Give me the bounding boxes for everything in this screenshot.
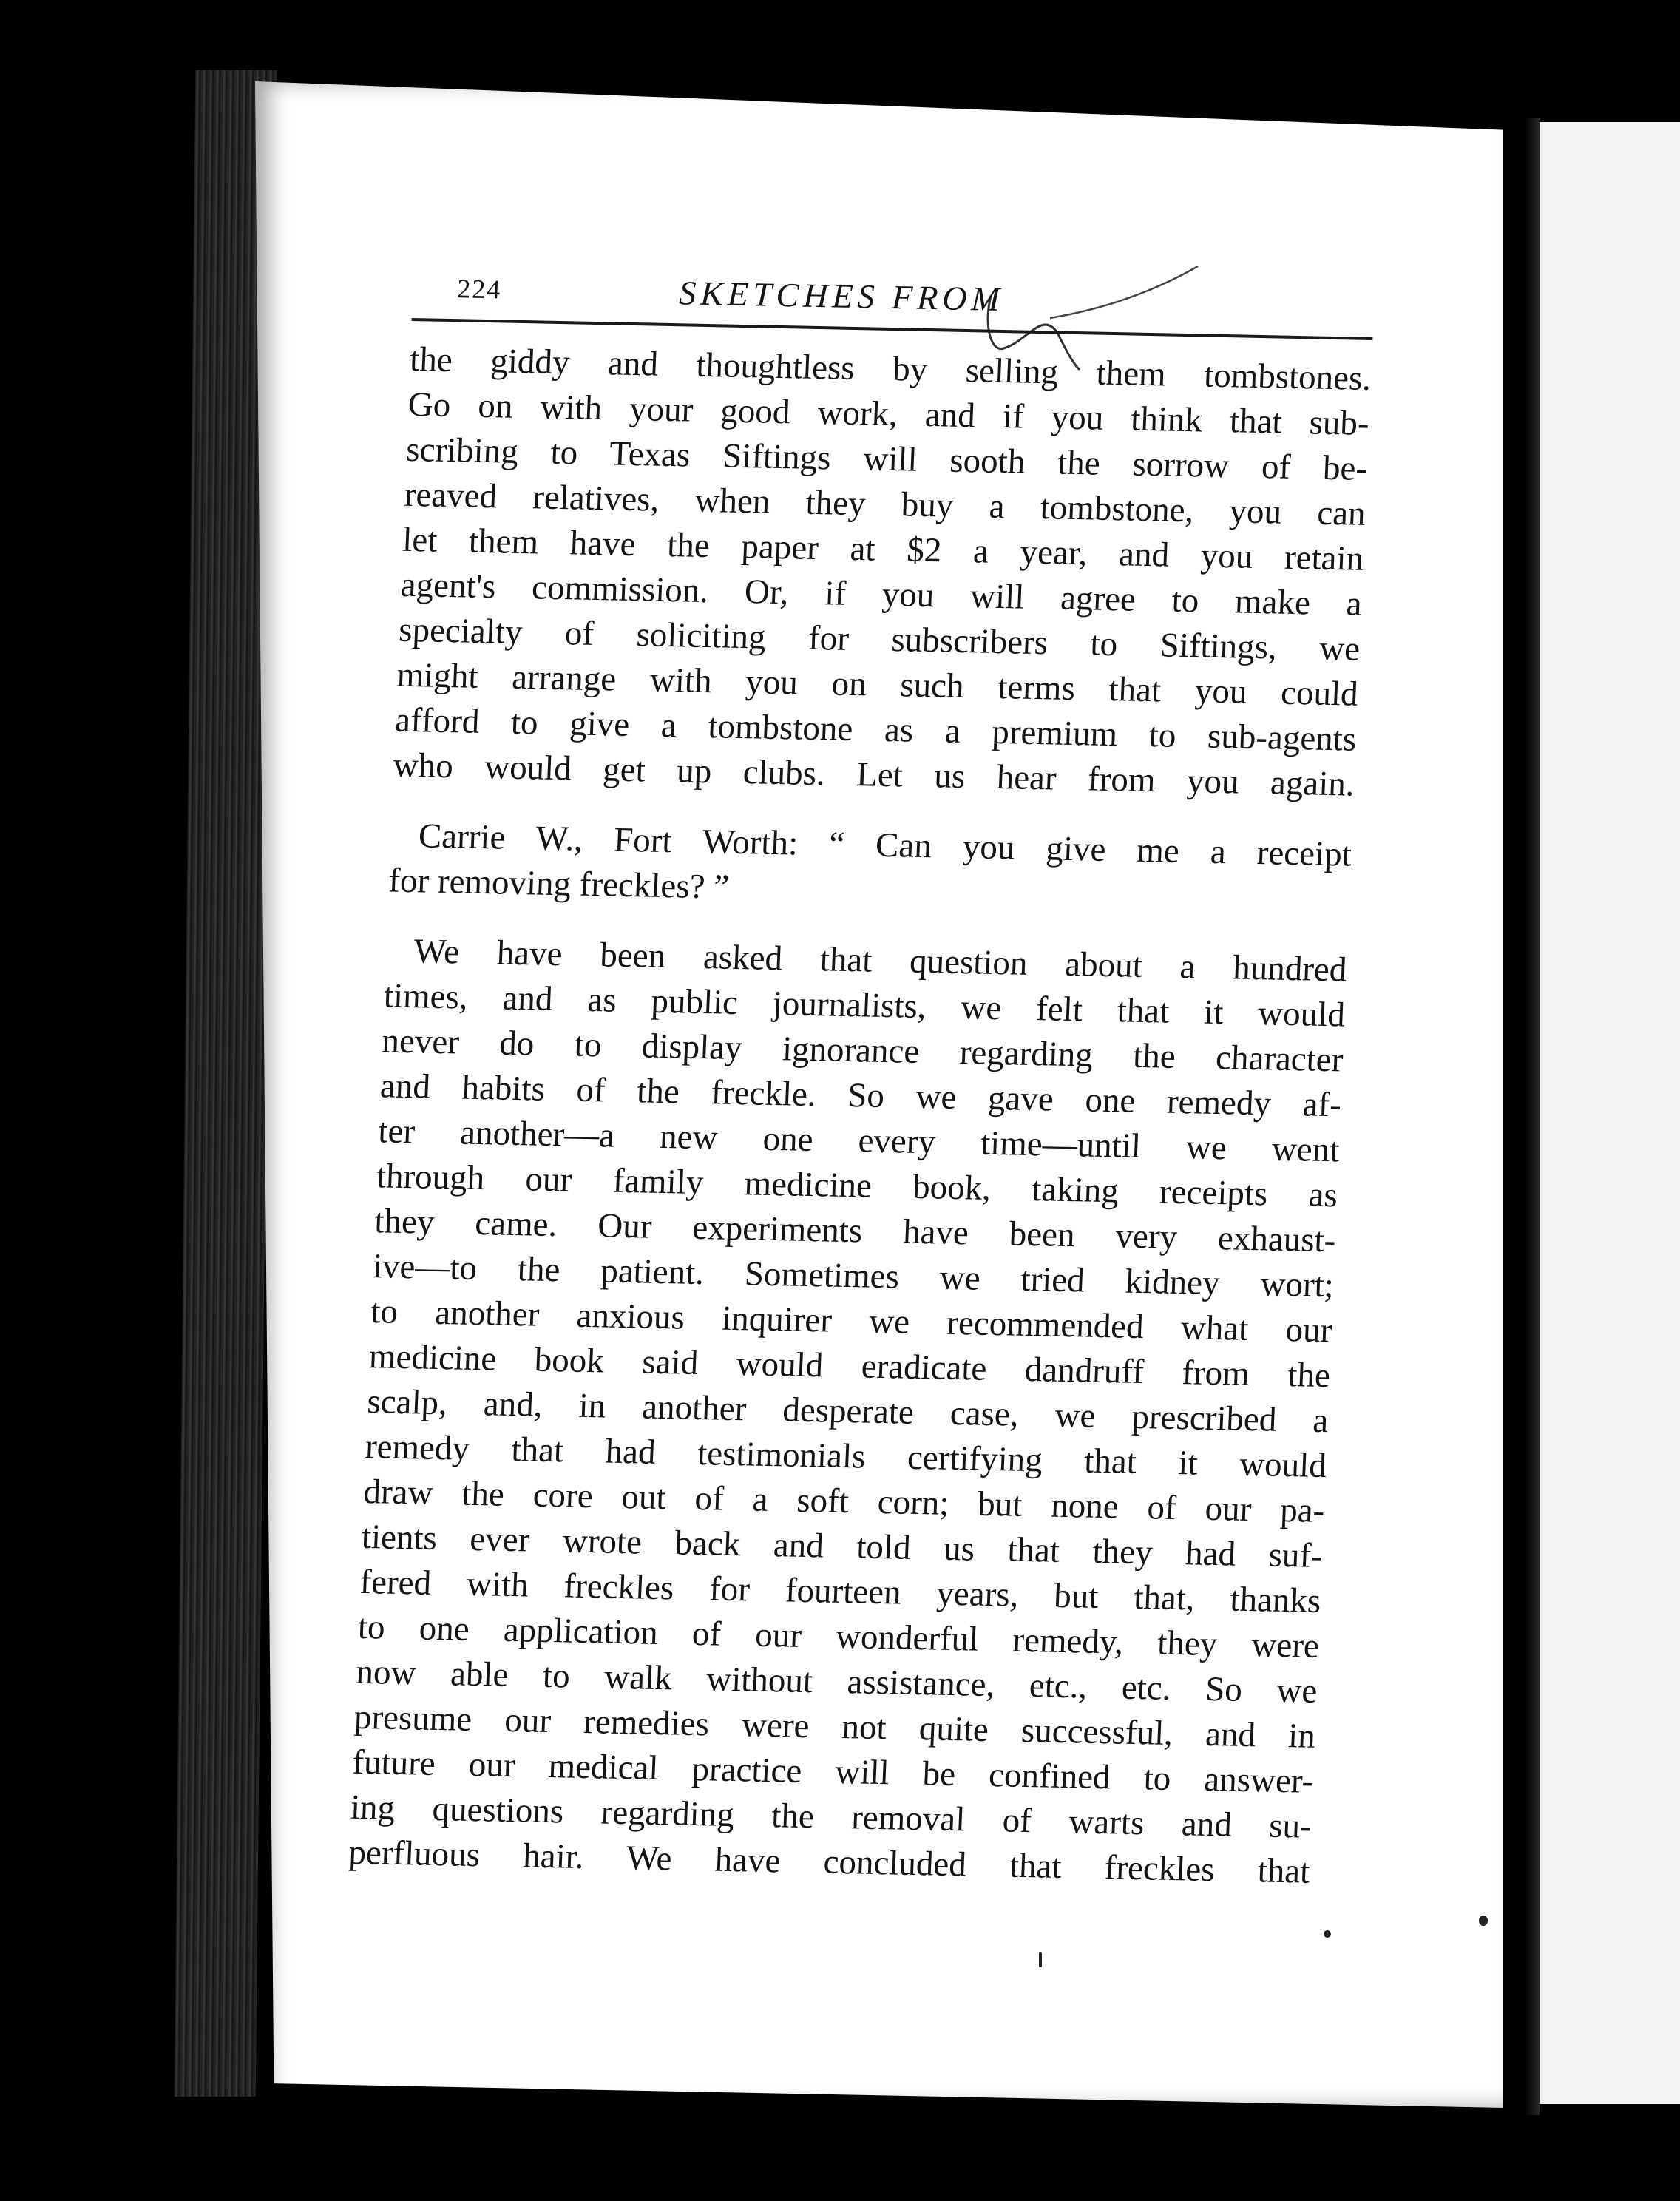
text-line: times, and as public journalists, we felt that it would	[383, 976, 1346, 1035]
text-line: might arrange with you on such terms that you could	[396, 655, 1359, 714]
text-line: who would get up clubs. Let us hear from you again.	[392, 746, 1355, 804]
paragraph-letter	[387, 814, 1352, 923]
text-line: future our medical practice will be confined to answer-	[351, 1742, 1315, 1801]
text-line: Go on with your good work, and if you think that sub-	[407, 385, 1370, 443]
text-line: tients ever wrote back and told us that they had suf-	[361, 1517, 1324, 1575]
text-line: through our family medicine book, taking receipts as	[376, 1157, 1338, 1215]
text-line: ing questions regarding the removal of warts and su-	[350, 1788, 1312, 1846]
text-line: for removing freckles? ”	[387, 861, 731, 907]
text-line: perfluous hair. We have concluded that freckles that	[348, 1833, 1311, 1891]
page-text-block	[348, 259, 1375, 1895]
text-line: reaved relatives, when they buy a tombstone, you can	[403, 475, 1366, 533]
facing-page-edge	[1540, 122, 1680, 2104]
page-gutter	[1503, 118, 1540, 2115]
text-line: agent's commission. Or, if you will agree to make a	[399, 565, 1363, 623]
text-line: ter another—a new one every time—until we went	[377, 1112, 1341, 1170]
text-line: never do to display ignorance regarding the character	[381, 1021, 1344, 1080]
text-line: draw the core out of a soft corn; but none of our pa-	[362, 1472, 1326, 1531]
text-line: to one application of our wonderful remedy, they were	[357, 1607, 1320, 1666]
page-number: 224	[456, 274, 503, 305]
text-line: scribing to Texas Siftings will sooth the sorrow of be-	[405, 430, 1369, 488]
text-line: presume our remedies were not quite successful, and in	[353, 1697, 1316, 1756]
paragraph-continuation	[393, 337, 1372, 808]
ink-speck	[1324, 1930, 1331, 1938]
text-line: ive—to the patient. Sometimes we tried kidney wort;	[372, 1247, 1335, 1305]
text-line: We have been asked that question about a hundred	[413, 932, 1348, 990]
text-line: remedy that had testimonials certifying that it would	[365, 1427, 1327, 1486]
text-line: Carrie W., Fort Worth: “ Can you give me a receipt	[417, 816, 1352, 874]
ink-speck	[1479, 1916, 1488, 1926]
text-line: to another anxious inquirer we recommended what our	[370, 1292, 1333, 1350]
text-line: they came. Our experiments have been very exhaust-	[373, 1202, 1337, 1260]
running-title: SKETCHES FROM	[678, 274, 1005, 319]
text-line: medicine book said would eradicate dandruff from the	[368, 1337, 1331, 1396]
text-line: scalp, and, in another desperate case, we prescribed a	[366, 1382, 1330, 1441]
text-line: let them have the paper at $2 a year, and you retain	[402, 520, 1365, 578]
text-line: now able to walk without assistance, etc., etc. So we	[355, 1652, 1318, 1711]
ink-speck	[1039, 1952, 1042, 1967]
text-line: specialty of soliciting for subscribers to Siftings, we	[398, 610, 1361, 669]
text-line: afford to give a tombstone as a premium to sub-agents	[394, 700, 1358, 759]
text-line: the giddy and thoughtless by selling them tombstones.	[409, 339, 1372, 398]
text-line: and habits of the freckle. So we gave one remedy af-	[379, 1066, 1342, 1125]
paragraph-reply	[348, 928, 1347, 1894]
text-line: fered with freckles for fourteen years, but that, thanks	[359, 1562, 1322, 1620]
